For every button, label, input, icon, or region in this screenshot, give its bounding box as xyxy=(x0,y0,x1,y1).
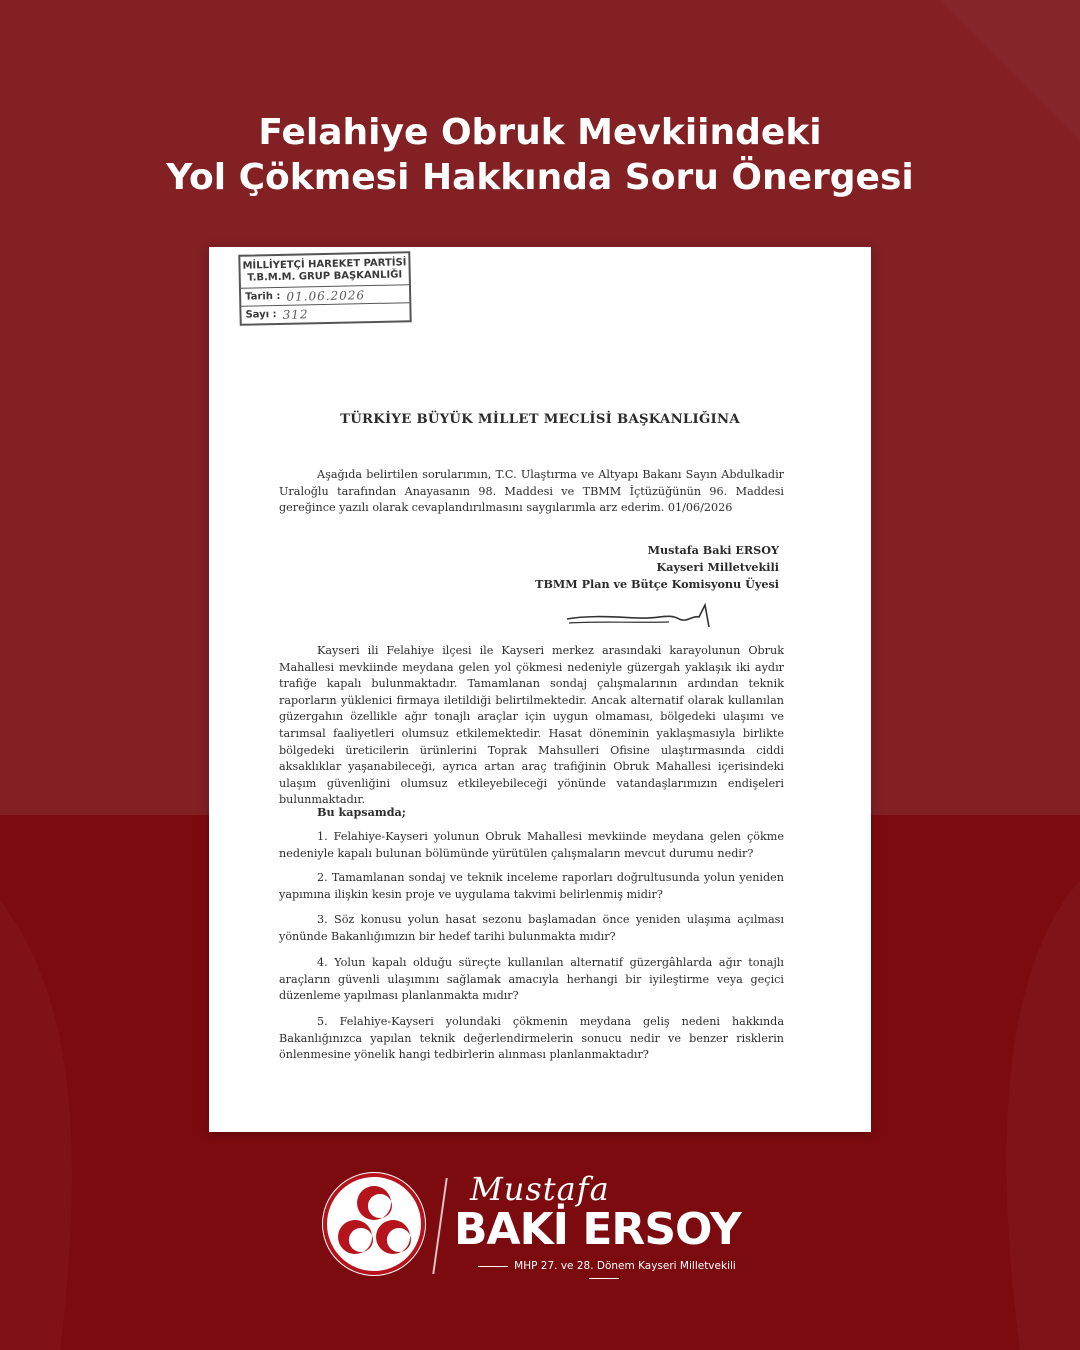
headline-line-2: Yol Çökmesi Hakkında Soru Önergesi xyxy=(166,157,914,198)
brand-first-name: Mustafa xyxy=(470,1170,610,1208)
signer-block xyxy=(509,542,779,593)
stamp-number-value: 312 xyxy=(282,306,309,322)
question-2: 2. Tamamlanan sondaj ve teknik inceleme raporları doğrultusunda yolun yeniden yapımına ilişkin kesin proje ve uygulama takvimi belirlenmiş midir? xyxy=(279,871,784,901)
brand-role: MHP 27. ve 28. Dönem Kayseri Milletvekili xyxy=(454,1260,754,1284)
brand-signature xyxy=(322,1172,762,1282)
stamp-number-label: Sayı : xyxy=(245,309,277,321)
stamp-date-value: 01.06.2026 xyxy=(286,287,366,304)
stamp-party-name: MİLLİYETÇİ HAREKET PARTİSİ xyxy=(242,257,407,272)
brand-divider xyxy=(432,1178,447,1274)
document-page xyxy=(209,247,871,1132)
stamp-group-name: T.B.M.M. GRUP BAŞKANLIĞI xyxy=(247,269,403,284)
three-crescents-icon xyxy=(322,1172,426,1276)
document-title: TÜRKİYE BÜYÜK MİLLET MECLİSİ BAŞKANLIĞINA xyxy=(340,412,740,427)
signer-name: Mustafa Baki ERSOY xyxy=(647,543,779,557)
brand-last-name: BAKİ ERSOY xyxy=(454,1204,741,1255)
headline xyxy=(0,110,1080,200)
main-paragraph: Kayseri ili Felahiye ilçesi ile Kayseri merkez arasındaki karayolunun Obruk Mahallesi mevkiinde meydana gelen yol çökmesi nedeniyle güzergah yaklaşık iki aydır trafiğe kapalı bulunmaktadır. Tamamlanan sondaj çalışmalarının ardından teknik raporların yüklenici firmaya iletildiği belirtilmektedir. Ancak alternatif olarak kullanılan güzergahın özellikle ağır tonajlı araçlar için uygun olmaması, bölgedeki ulaşımı ve tarımsal faaliyetleri olumsuz etkilemektedir. Hasat döneminin yaklaşmasıyla birlikte bölgedeki üreticilerin ürünlerini Toprak Mahsulleri Ofisine ulaştırmasında ciddi aksaklıklar yaşanabileceği, ayrıca artan araç trafiğinin Obruk Mahallesi içerisindeki ulaşım güvenliğini olumsuz etkileyebileceği yönünde vatandaşlarımızın endişeleri bulunmaktadır. xyxy=(279,644,784,807)
stamp-date-label: Tarih : xyxy=(245,290,281,303)
scope-label: Bu kapsamda; xyxy=(317,805,406,819)
question-3: 3. Söz konusu yolun hasat sezonu başlamadan önce yeniden ulaşıma açılması yönünde Bakanlığımızın bir hedef tarihi bulunmakta mıdır? xyxy=(279,913,784,943)
stamp-number-row xyxy=(241,303,409,324)
headline-line-1: Felahiye Obruk Mevkiindeki xyxy=(258,112,822,153)
handwritten-signature xyxy=(559,597,729,637)
question-5: 5. Felahiye-Kayseri yolundaki çökmenin meydana geliş nedeni hakkında Bakanlığınızca yapılan teknik değerlendirmelerin sonucu nedir ve benzer risklerin önlenmesine yönelik hangi tedbirlerin alınması planlanmaktadır? xyxy=(279,1015,784,1062)
signer-role: Kayseri Milletvekili xyxy=(656,560,779,574)
signer-committee: TBMM Plan ve Bütçe Komisyonu Üyesi xyxy=(535,577,779,591)
question-1: 1. Felahiye-Kayseri yolunun Obruk Mahallesi mevkiinde meydana gelen çökme nedeniyle kapalı bulunan bölümünde yürütülen çalışmaların mevcut durumu nedir? xyxy=(279,830,784,860)
registry-stamp xyxy=(238,251,411,326)
question-4: 4. Yolun kapalı olduğu süreçte kullanılan alternatif güzergâhlarda ağır tonajlı araçların güvenli ulaşımını sağlamak amacıyla herhangi bir iyileştirme veya geçici düzenleme yapılması planlanmakta mıdır? xyxy=(279,956,784,1003)
stamp-header xyxy=(240,253,409,289)
intro-paragraph: Aşağıda belirtilen sorularımın, T.C. Ulaştırma ve Altyapı Bakanı Sayın Abdulkadir Uraloğlu tarafından Anayasanın 98. Maddesi ve TBMM İçtüzüğünün 96. Maddesi gereğince yazılı olarak cevaplandırılmasını saygılarımla arz ederim. 01/06/2026 xyxy=(279,468,784,515)
